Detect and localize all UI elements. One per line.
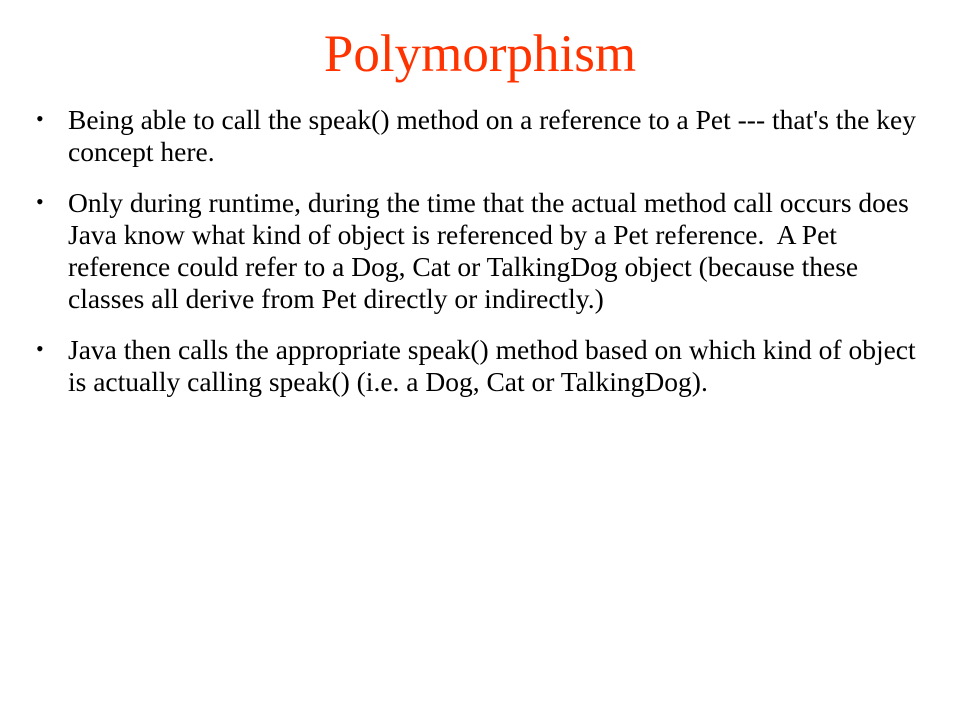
bullet-text: Only during runtime, during the time that the actual method call occurs does Java know what kind of object is referenced by a Pet reference. A Pet reference could refer to a Dog, Cat or TalkingDog object (because these classes all derive from Pet directly or indirectly.) [68, 187, 916, 314]
bullet-list [36, 104, 936, 417]
bullet-marker-icon: • [36, 336, 44, 361]
bullet-item [36, 187, 936, 315]
slide-title: Polymorphism [323, 25, 637, 83]
bullet-marker-icon: • [36, 106, 44, 131]
bullet-item [36, 104, 936, 168]
bullet-text: Java then calls the appropriate speak() method based on which kind of object is actually calling speak() (i.e. a Dog, Cat or TalkingDog). [68, 334, 923, 397]
bullet-item [36, 334, 936, 398]
bullet-text: Being able to call the speak() method on a reference to a Pet --- that's the key concept here. [68, 104, 923, 167]
bullet-marker-icon: • [36, 189, 44, 214]
